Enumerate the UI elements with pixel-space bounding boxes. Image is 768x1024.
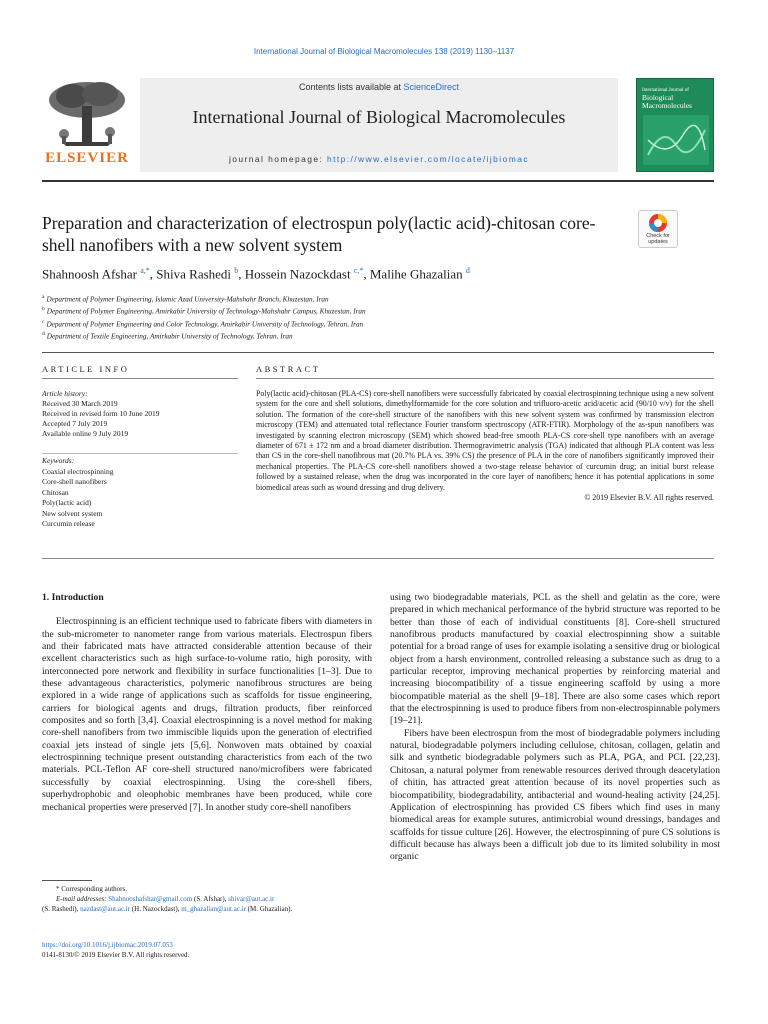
email-link[interactable]: Shahnooshafshar@gmail.com [108,895,193,903]
doi-link[interactable]: https://doi.org/10.1016/j.ijbiomac.2019.07.053 [42,941,173,949]
body-column-right [390,592,720,864]
author-name[interactable]: Shahnoosh Afshar [42,266,137,282]
check-for-updates-button[interactable] [638,210,678,248]
journal-homepage-link[interactable]: http://www.elsevier.com/locate/ijbiomac [326,154,529,164]
author-name[interactable]: Malihe Ghazalian [369,266,463,282]
keyword-item: Coaxial electrospinning [42,466,114,476]
email-owner: (H. Nazockdast), [130,905,182,913]
journal-citation-link[interactable]: International Journal of Biological Macromolecules 138 (2019) 1130–1137 [253,47,515,56]
keyword-item: Curcumin release [42,519,95,528]
affiliation-item [42,304,714,316]
email-label: E-mail addresses: [56,895,109,903]
elsevier-tree-icon [42,78,132,150]
affiliation-item [42,329,714,341]
article-history [42,389,238,439]
author-name[interactable]: Shiva Rashedi [156,266,232,282]
article-info-rule [42,378,238,379]
email-link[interactable]: nazdast@aut.ac.ir [80,905,131,913]
abstract-rule [256,378,714,379]
history-item: Accepted 7 July 2019 [42,419,108,428]
history-label: Article history: [42,389,88,398]
issn-line: 0141-8130/© 2019 Elsevier B.V. All rights reserved. [42,951,190,959]
crossmark-label: Check for updates [646,233,670,245]
affiliation-marker: b [42,306,45,313]
footnote-rule [42,880,92,881]
history-item: Received in revised form 10 June 2019 [42,409,160,418]
affiliation-marker: d [42,331,45,338]
body-paragraph: Electrospinning is an efficient technique used to fabricate fibers with diameters in the sub-micrometer to nanometer range from various materials. Electrospun fibers and their fabricated mats have attracted considerable attention because of their excellent characteristics such as high surface-to-volume ratio, high porosity, with interconnected pore network and flexibility in surface functionalities [1–3]. Due to these advantageous characteristics, polymeric nanofibrous structures are being explored in a wide range of applications such as scaffolds for tissue engineering, carriers for biological agents and drugs, filtration products, fiber reinforced composites and so forth [3,4]. Coaxial electrospinning is a novel method for making core-shell nanofibers from two immiscible liquids upon the generation of electrified coaxial jets instead of single jets [5,6]. Nonwoven mats obtained by coaxial electrospinning technique present outstanding characteristics from each of the two materials. PCL-Teflon AF core-shell structured nano/microfibers were fabricated successfully by coaxial electrospinning. Using the core-shell fibers, superhydrophobic and oleophobic membranes have been produced, while core mechanical properties were preserved [7]. In another study core-shell nanofibers [42,616,372,813]
abstract-copyright: © 2019 Elsevier B.V. All rights reserved. [584,493,714,503]
history-item: Available online 9 July 2019 [42,429,129,438]
author-list: Shahnoosh Afshar $^{a,*}$, Shiva Rashedi $^b$, Hossein Nazockdast $^{c,*}$, Malihe Ghazalian $^d$ [42,266,470,282]
body-column-left [42,592,372,814]
body-paragraph: using two biodegradable materials, PCL as the shell and gelatin as the core, were prepared in which mechanical performance of the hybrid structure was reported to be better than those of each of individual constituents [8]. Core-shell structured nanofibrous products manufactured by coaxial electrospinning show a suitable potential for a broad range of uses for example isolating a sensitive drug or biological object from a harsh environment, controlled releasing a substance such as drug to a particular receptor, improving mechanical properties by reinforcing material and increasing biocompatibility of a tissue engineering scaffold by using a more biocompatible material as the shell [9–18]. There are also some cases which report that the electrospinning is used to produce fibers from non-electrospinnable polymers [19–21]. [390,592,720,727]
affiliation-text: Department of Polymer Engineering, Amirkabir University of Technology-Mahshahr Campus, Khuzestan, Iran [46,307,366,316]
email-addresses-continued [42,904,372,914]
journal-banner [42,78,730,172]
elsevier-logo[interactable] [42,78,132,172]
affiliation-item [42,292,714,304]
contents-prefix: Contents lists available at [298,82,404,92]
contents-available-line [140,82,618,92]
author-affiliation-marker[interactable]: a,* [140,266,150,275]
cover-illustration [643,115,709,165]
elsevier-wordmark: ELSEVIER [45,150,129,166]
keywords-label: Keywords: [42,456,75,465]
author-affiliation-marker[interactable]: b [234,266,239,275]
email-owner: (S. Afshar), [192,895,229,903]
introduction-heading: 1. Introduction [42,592,104,603]
affiliation-marker: c [42,318,45,325]
abstract-bottom-rule [42,558,714,559]
affiliation-list [42,292,714,342]
journal-name: International Journal of Biological Macromolecules [192,107,566,127]
keywords-rule [42,453,238,454]
footnotes [42,884,372,914]
keyword-item: New solvent system [42,508,103,518]
affiliation-text: Department of Polymer Engineering, Islamic Azad University-Mahshahr Branch, Khuzestan, Iran [46,295,329,304]
abstract-body [256,389,714,503]
cover-main-title: Biological Macromolecules [642,93,692,110]
sciencedirect-link[interactable]: ScienceDirect [403,82,460,92]
keyword-item: Chitosan [42,487,69,497]
homepage-prefix: journal homepage: [229,154,327,164]
email-link[interactable]: m_ghazalian@aut.ac.ir [181,905,246,913]
corresponding-authors-note: * Corresponding authors. [56,885,127,893]
email-owner: (S. Rashedi), [42,905,81,913]
abstract-text: Poly(lactic acid)-chitosan (PLA-CS) core-shell nanofibers were successfully fabricated by coaxial electrospinning technique using a new solvent system for the core and shell solutions, dimethylformamide for the core solution and trifluoro-acetic acid/acetic acid (90/10 v/v) for the shell solution. The formation of the core-shell structure of the nanofibers with this new solvent system was confirmed by transmission electron microscopy (TEM) and attenuated total reflectance Fourier transform spectroscopy (ATR-FTIR). Morphology of the as-spun nanofibers was investigated by scanning electron microscopy (SEM) which showed bead-free smooth PLA-CS core-shell type nanofibers with an average diameter of 671 ± 172 nm and a broad diameter distribution. Thermogravimetric analysis (TGA) indicated that although PLA content was less than CS in the core-shell nanofibrous mat (20.7% PLA vs. 39% CS) the presence of PLA in the core of nanofibers significantly improved their mechanical properties. The PLA-CS core-shell nanofibers showed a two-stage release behavior of curcumin drug; an initial burst release followed by a sustained release, when the drug was incorporated in the core layer of nanofibers; hence it has potential applications in some biomedical areas such as wound dressing and drug delivery. [256,389,714,492]
article-title: Preparation and characterization of electrospun poly(lactic acid)-chitosan core-shell nanofibers with a new solvent system [42,213,596,255]
keywords-list [42,456,238,530]
abstract-heading: ABSTRACT [256,364,321,374]
author-name[interactable]: Hossein Nazockdast [244,266,351,282]
crossmark-icon [648,213,668,233]
affiliation-marker: a [42,294,45,300]
affiliation-text: Department of Polymer Engineering and Color Technology, Amirkabir University of Technology, Tehran, Iran [46,320,364,329]
affiliation-item [42,317,714,329]
banner-center-panel [140,78,618,172]
article-info-heading: ARTICLE INFO [42,364,130,374]
keyword-item: Poly(lactic acid) [42,498,92,507]
author-affiliation-marker[interactable]: d [465,266,470,275]
email-addresses [42,894,372,904]
email-owner: (M. Ghazalian). [245,905,293,913]
author-affiliation-marker[interactable]: c,* [353,266,364,275]
journal-homepage-line [140,154,618,164]
journal-cover-thumbnail[interactable] [636,78,714,172]
doi-block [42,940,372,960]
section-rule [42,352,714,353]
body-paragraph: Fibers have been electrospun from the most of biodegradable polymers including natural, biodegradable polymers including cellulose, chitosan, collagen, gelatin and silk and synthetic biodegradable polymers such as PLA, PGA, and PCL [22,23]. Chitosan, a natural polymer from renewable resources derived through deacetylation of chitin, has attracted great attention because of its novel properties such as biocompatibility, biodegradability, antibacterial and wound-healing activity [24,25]. Application of electrospinning has provided CS fibers which find uses in many biomedical areas for example sutures, antimicrobial wound dressings, bandages and scaffolds for tissue culture [26]. However, the electrospinning of pure CS solutions is difficult because has always been a difficult job due to its limited solubility in most organic [390,727,720,863]
keyword-item: Core-shell nanofibers [42,477,107,486]
cover-small-title: International Journal of [642,88,689,93]
history-item: Received 30 March 2019 [42,399,118,408]
email-link[interactable]: shivar@aut.ac.ir [228,895,275,903]
header-rule [42,180,714,182]
cover-title [642,88,710,110]
affiliation-text: Department of Textile Engineering, Amirkabir University of Technology, Tehran, Iran [46,332,293,341]
